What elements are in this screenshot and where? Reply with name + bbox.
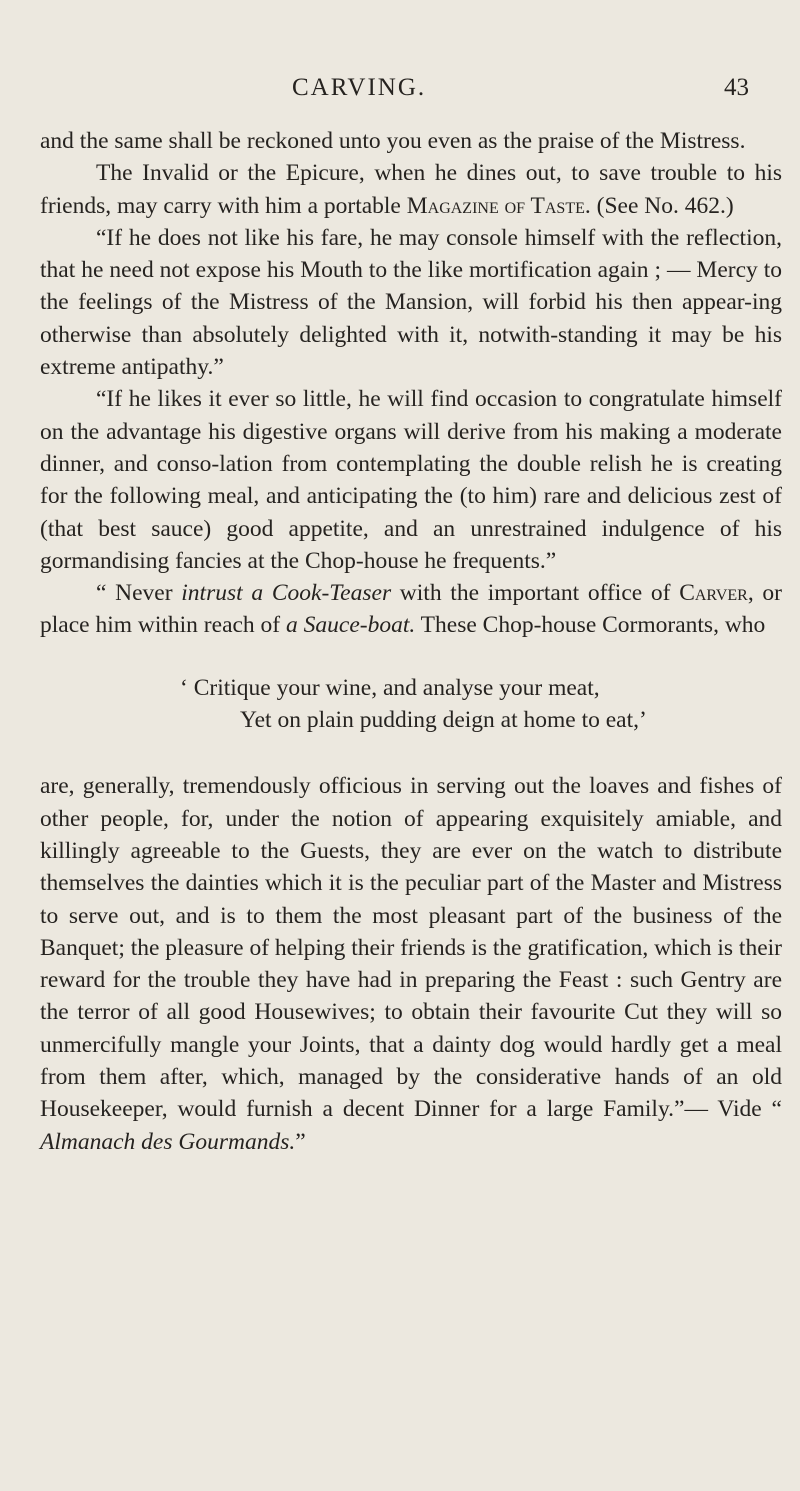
running-head (0, 74, 800, 108)
verse-line-2: Yet on plain pudding deign at home to eat,’ (240, 707, 647, 734)
paragraph-cormorants (40, 770, 782, 1158)
p1-text: and the same shall be reckoned unto you even as the praise of the Mistress. (40, 128, 746, 154)
p5-italic-2: a Sauce-boat. (286, 612, 416, 639)
p5-text-c: or place him within reach of (40, 580, 782, 639)
paragraph-invalid-epicure (40, 157, 782, 222)
page-number: 43 (724, 74, 749, 101)
paragraph-never-intrust (40, 577, 782, 642)
p6-text-b: ” (295, 1128, 306, 1155)
p6-text-a: are, generally, tremendously officious in serving out the loaves and fishes of other people, for, under the notion of appearing exquisitely amiable, and killingly agreeable to the Guests, they are ever on the watch to distribute themselves the dainties which it is the peculiar part of the Master and Mistress to serve out, and is to them the most pleasant part of the business of the Banquet; the pleasure of helping their friends is the gratification, which is their reward for the trouble they have had in preparing the Feast : such Gentry are the terror of all good Housewives; to obtain their favourite Cut they will so unmercifully mangle your Joints, that a dainty dog would hardly get a meal from them after, which, managed by the considerative hands of an old Housekeeper, would furnish a decent Dinner for a large Family.”— Vide “ (40, 773, 782, 1123)
paragraph-fare (40, 222, 782, 383)
verse-line-1: ‘ Critique your wine, and analyse your meat, (180, 674, 600, 701)
p5-italic-1: intrust a Cook-Teaser (181, 580, 392, 607)
p6-italic: Almanach des Gourmands. (40, 1128, 296, 1155)
p5-small-caps: Carver, (679, 580, 754, 607)
p5-text-a: “ Never (96, 580, 182, 607)
running-head-title: CARVING. (292, 74, 427, 101)
p4-text: “If he likes it ever so little, he will find occasion to congratulate himself on the advantage his digestive organs will derive from his making a moderate dinner, and conso-lation from contemplating the double relish he is creating for the following meal, and anticipating the (to him) rare and delicious zest of (that best sauce) good appetite, and an unrestrained indulgence of his gormandising fancies at the Chop-house he frequents.” (40, 386, 782, 574)
p2-text-a: The Invalid or the Epicure, when he dines out, to save trouble to his friends, may carry with him a portable (40, 160, 782, 219)
body-text (40, 125, 782, 1158)
p5-text-b: with the important office of (391, 580, 680, 607)
p2-text-b: (See No. 462.) (590, 192, 734, 219)
p5-text-d: These Chop-house Cormorants, who (415, 612, 766, 639)
p2-small-caps: Magazine of Taste. (406, 192, 591, 219)
p3-text: “If he does not like his fare, he may console himself with the reflection, that he need not expose his Mouth to the like mortification again ; — Mercy to the feelings of the Mistress of the Mansion, will forbid his then appear-ing otherwise than absolutely delighted with it, notwith-standing it may be his extreme antipathy.” (40, 224, 782, 381)
paragraph-continuation (40, 125, 782, 157)
paragraph-likes (40, 383, 782, 577)
verse-quotation (40, 672, 782, 737)
